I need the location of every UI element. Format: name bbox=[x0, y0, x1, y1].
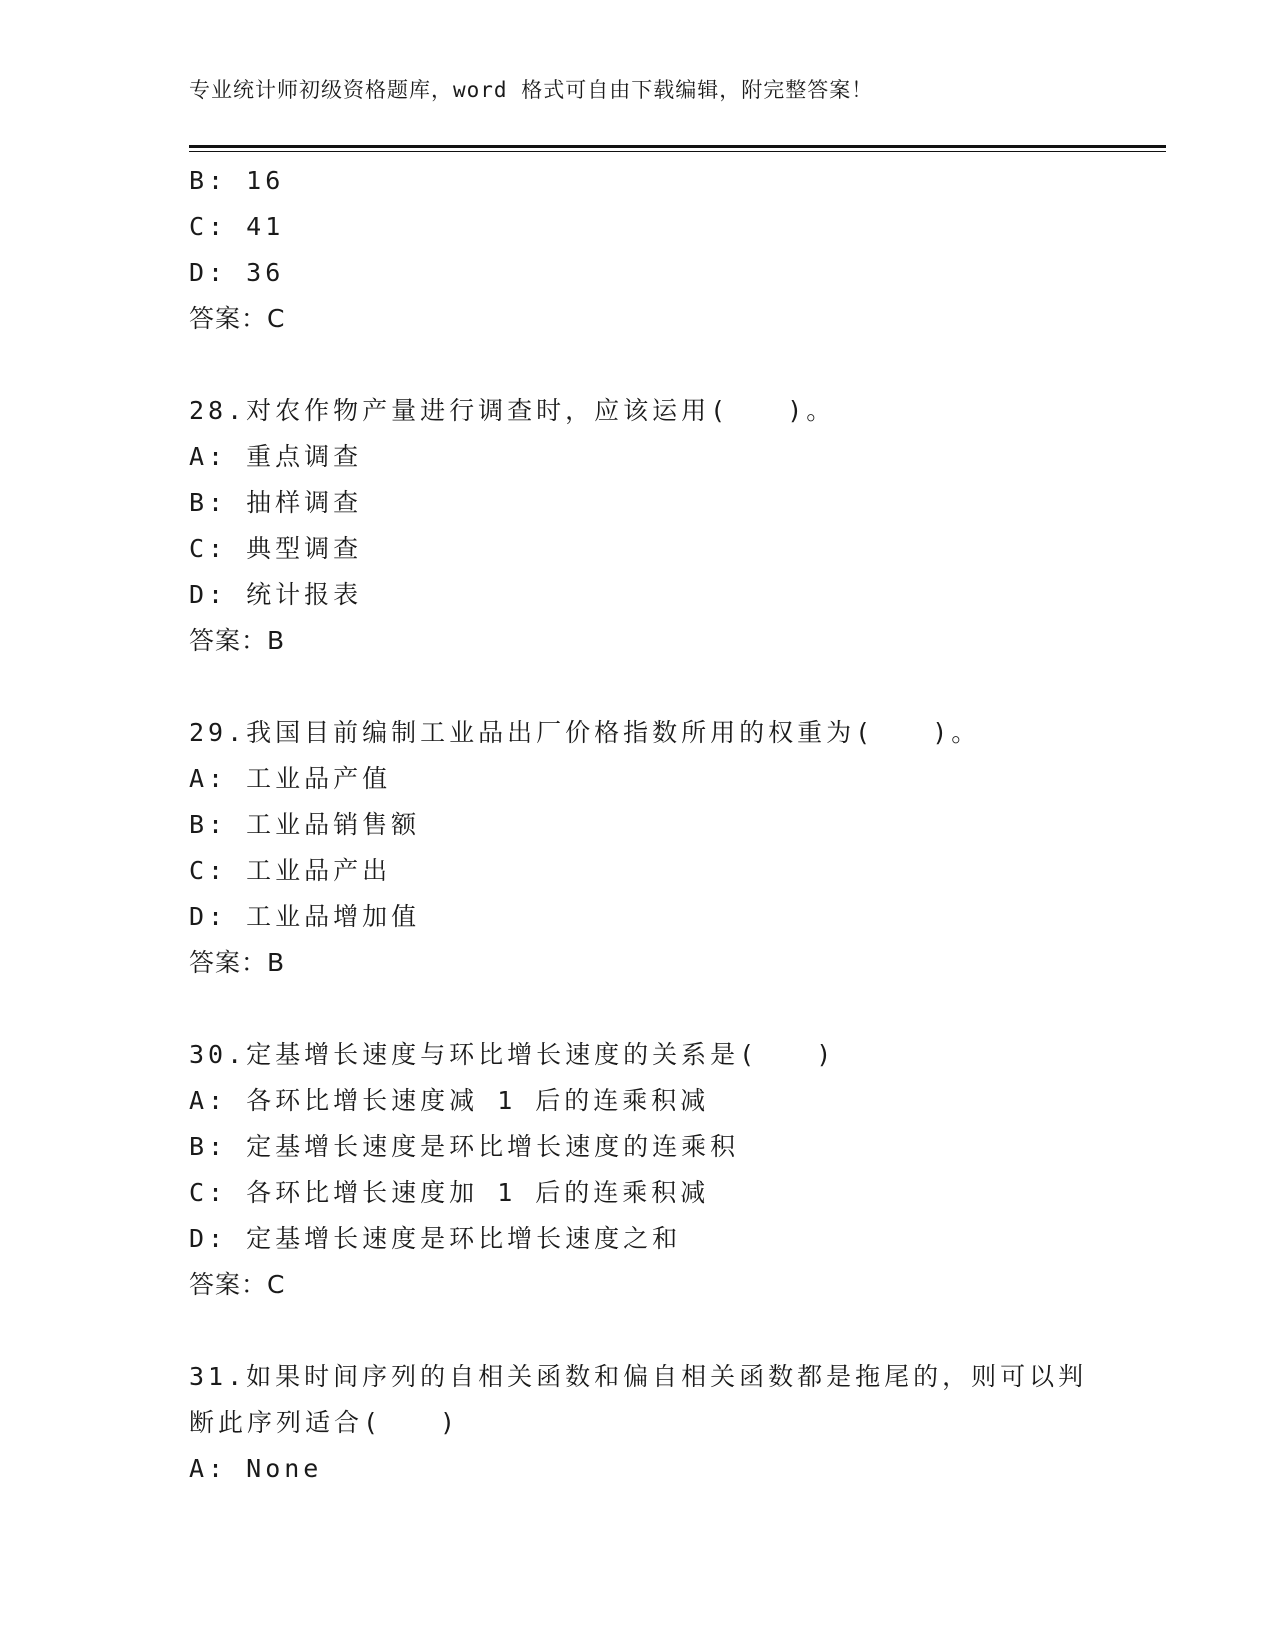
question-title: 30.定基增长速度与环比增长速度的关系是( ) bbox=[189, 1040, 836, 1069]
question-title: 31.如果时间序列的自相关函数和偏自相关函数都是拖尾的，则可以判断此序列适合( ) bbox=[189, 1362, 1088, 1437]
option-c: C: 41 bbox=[189, 212, 285, 241]
question-30 bbox=[189, 1032, 1169, 1308]
option-a: A: 各环比增长速度减 1 后的连乘积减 bbox=[189, 1086, 710, 1115]
option-b: B: 工业品销售额 bbox=[189, 810, 421, 839]
answer: 答案：C bbox=[189, 304, 286, 333]
option-c: C: 典型调查 bbox=[189, 534, 363, 563]
question-list bbox=[189, 158, 1169, 1492]
option-b: B: 定基增长速度是环比增长速度的连乘积 bbox=[189, 1132, 740, 1161]
question-29 bbox=[189, 710, 1169, 986]
question-title: 28.对农作物产量进行调查时，应该运用( )。 bbox=[189, 396, 836, 425]
option-d: D: 36 bbox=[189, 258, 285, 287]
answer: 答案：C bbox=[189, 1270, 286, 1299]
header-rule-thin bbox=[189, 151, 1166, 152]
option-a: A: 重点调查 bbox=[189, 442, 363, 471]
question-28 bbox=[189, 388, 1169, 664]
answer: 答案：B bbox=[189, 948, 286, 977]
answer: 答案：B bbox=[189, 626, 286, 655]
question-title: 29.我国目前编制工业品出厂价格指数所用的权重为( )。 bbox=[189, 718, 981, 747]
option-d: D: 统计报表 bbox=[189, 580, 363, 609]
option-c: C: 各环比增长速度加 1 后的连乘积减 bbox=[189, 1178, 710, 1207]
option-d: D: 定基增长速度是环比增长速度之和 bbox=[189, 1224, 682, 1253]
question-27-continued bbox=[189, 158, 1169, 342]
option-c: C: 工业品产出 bbox=[189, 856, 392, 885]
option-d: D: 工业品增加值 bbox=[189, 902, 421, 931]
option-a: A: None bbox=[189, 1454, 323, 1483]
option-b: B: 抽样调查 bbox=[189, 488, 363, 517]
option-a: A: 工业品产值 bbox=[189, 764, 392, 793]
header-rule-thick bbox=[189, 145, 1166, 148]
question-31 bbox=[189, 1354, 1169, 1492]
option-b: B: 16 bbox=[189, 166, 285, 195]
page-header: 专业统计师初级资格题库，word 格式可自由下载编辑，附完整答案！ bbox=[189, 78, 874, 102]
